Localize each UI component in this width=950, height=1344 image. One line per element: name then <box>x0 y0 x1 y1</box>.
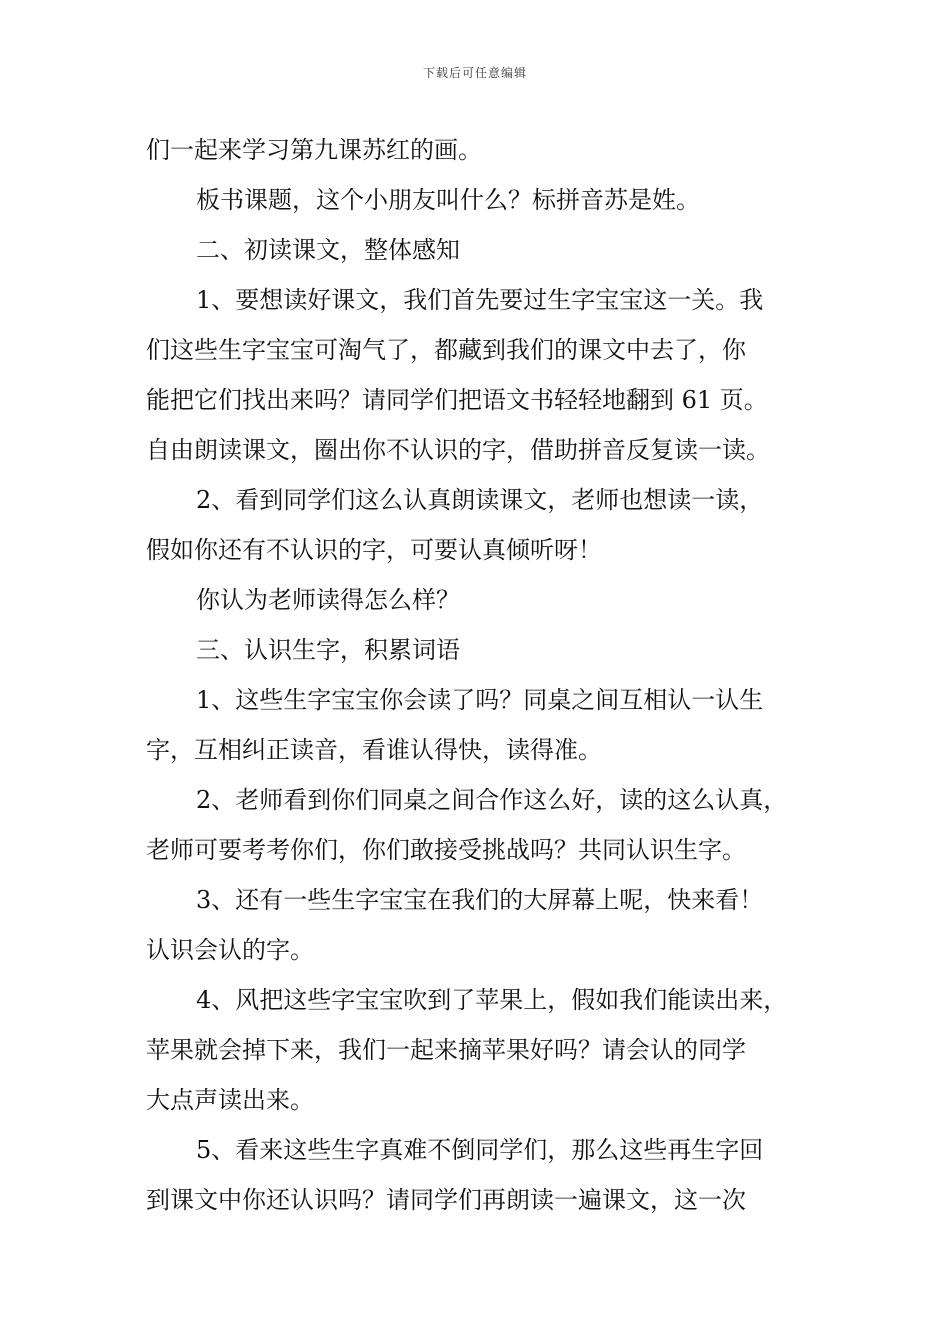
text-line: 能把它们找出来吗？请同学们把语文书轻轻地翻到 61 页。 <box>146 386 768 414</box>
text-line: 们一起来学习第九课苏红的画。 <box>146 136 482 164</box>
text-line: 假如你还有不认识的字，可要认真倾听呀！ <box>146 536 602 564</box>
text-line: 到课文中你还认识吗？请同学们再朗读一遍课文，这一次 <box>146 1186 746 1214</box>
text-line: 4、风把这些字宝宝吹到了苹果上，假如我们能读出来， <box>196 986 788 1014</box>
text-line: 老师可要考考你们，你们敢接受挑战吗？共同认识生字。 <box>146 836 746 864</box>
text-line: 2、老师看到你们同桌之间合作这么好，读的这么认真， <box>196 786 788 814</box>
text-line: 1、这些生字宝宝你会读了吗？同桌之间互相认一认生 <box>196 686 764 714</box>
text-line: 们这些生字宝宝可淘气了，都藏到我们的课文中去了，你 <box>146 336 746 364</box>
page-header: 下载后可任意编辑 <box>422 66 527 80</box>
text-line: 1、要想读好课文，我们首先要过生字宝宝这一关。我 <box>196 286 764 314</box>
text-line: 苹果就会掉下来，我们一起来摘苹果好吗？请会认的同学 <box>146 1036 746 1064</box>
document-body <box>146 125 814 1225</box>
text-line: 自由朗读课文，圈出你不认识的字，借助拼音反复读一读。 <box>146 436 770 464</box>
text-line: 大点声读出来。 <box>146 1086 314 1114</box>
text-line: 你认为老师读得怎么样？ <box>196 586 460 614</box>
text-line: 5、看来这些生字真难不倒同学们，那么这些再生字回 <box>196 1136 764 1164</box>
text-line: 板书课题，这个小朋友叫什么？标拼音苏是姓。 <box>196 186 700 214</box>
section-heading: 二、初读课文，整体感知 <box>196 236 460 264</box>
text-line: 字，互相纠正读音，看谁认得快，读得准。 <box>146 736 602 764</box>
section-heading: 三、认识生字，积累词语 <box>196 636 460 664</box>
text-line: 2、看到同学们这么认真朗读课文，老师也想读一读， <box>196 486 764 514</box>
text-line: 认识会认的字。 <box>146 936 314 964</box>
text-line: 3、还有一些生字宝宝在我们的大屏幕上呢，快来看！ <box>196 886 764 914</box>
